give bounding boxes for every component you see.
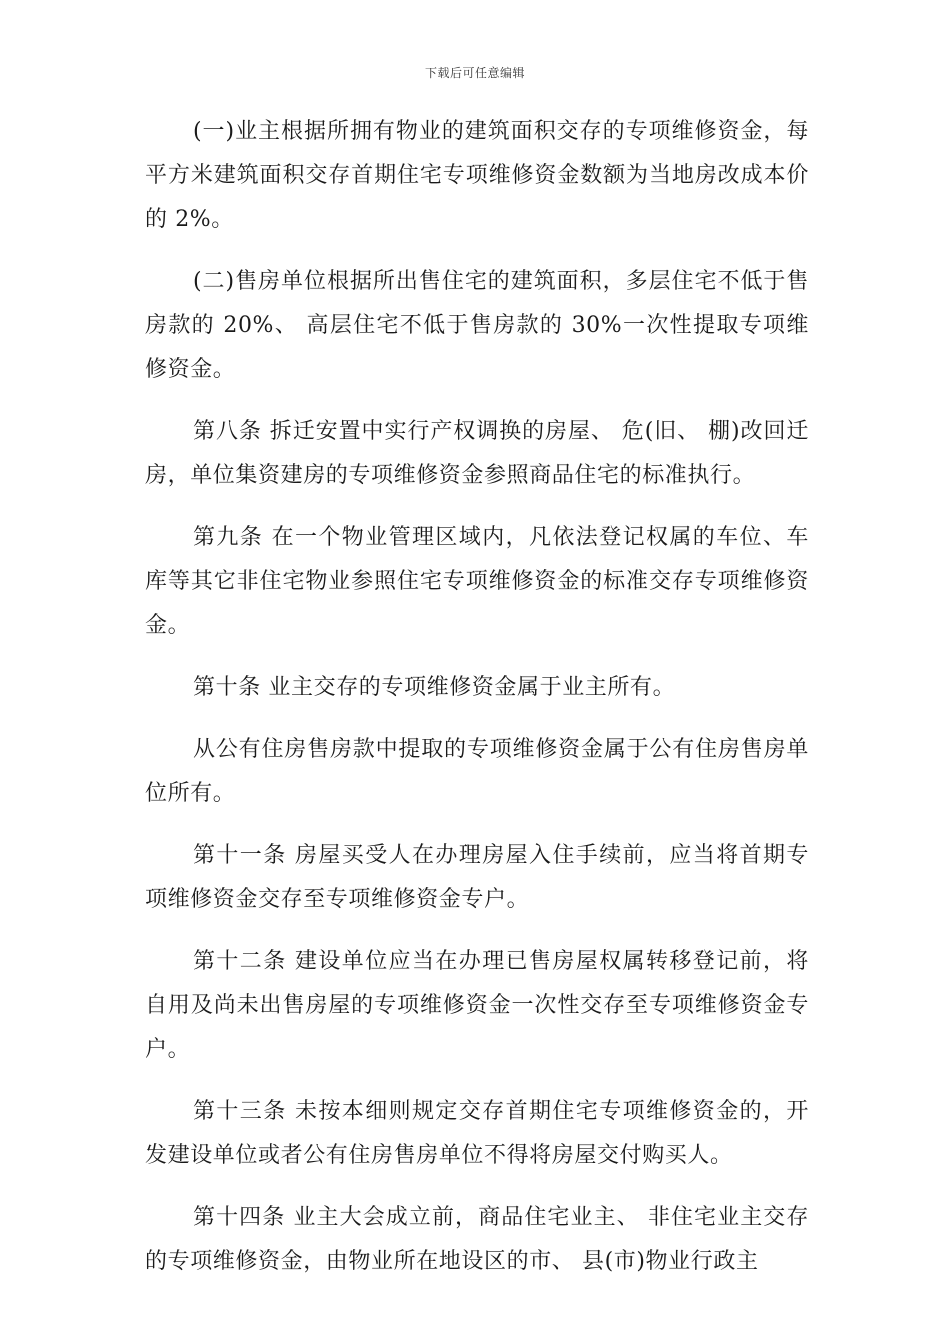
article-12: 第十二条 建设单位应当在办理已售房屋权属转移登记前，将自用及尚未出售房屋的专项维修资金一次性交存至专项维修资金专户。 — [145, 949, 809, 1062]
paragraph-2: (二)售房单位根据所出售住宅的建筑面积，多层住宅不低于售房款的 20%、 高层住宅不低于售房款的 30%一次性提取专项维修资金。 — [145, 269, 809, 382]
paragraph-1: (一)业主根据所拥有物业的建筑面积交存的专项维修资金，每平方米建筑面积交存首期住宅专项维修资金数额为当地房改成本价的 2%。 — [145, 119, 809, 232]
document-body — [145, 110, 809, 1302]
page-header-note: 下载后可任意编辑 — [424, 66, 525, 80]
article-9: 第九条 在一个物业管理区域内，凡依法登记权属的车位、车库等其它非住宅物业参照住宅专项维修资金的标准交存专项维修资金。 — [145, 525, 809, 638]
article-11: 第十一条 房屋买受人在办理房屋入住手续前，应当将首期专项维修资金交存至专项维修资金专户。 — [145, 843, 809, 912]
article-10-clause-2: 从公有住房售房款中提取的专项维修资金属于公有住房售房单位所有。 — [145, 737, 809, 806]
article-10: 第十条 业主交存的专项维修资金属于业主所有。 — [193, 675, 676, 700]
article-14: 第十四条 业主大会成立前，商品住宅业主、 非住宅业主交存的专项维修资金，由物业所在地设区的市、 县(市)物业行政主 — [145, 1205, 809, 1274]
article-13: 第十三条 未按本细则规定交存首期住宅专项维修资金的，开发建设单位或者公有住房售房单位不得将房屋交付购买人。 — [145, 1099, 809, 1168]
article-8: 第八条 拆迁安置中实行产权调换的房屋、 危(旧、 棚)改回迁房，单位集资建房的专项维修资金参照商品住宅的标准执行。 — [145, 419, 809, 488]
